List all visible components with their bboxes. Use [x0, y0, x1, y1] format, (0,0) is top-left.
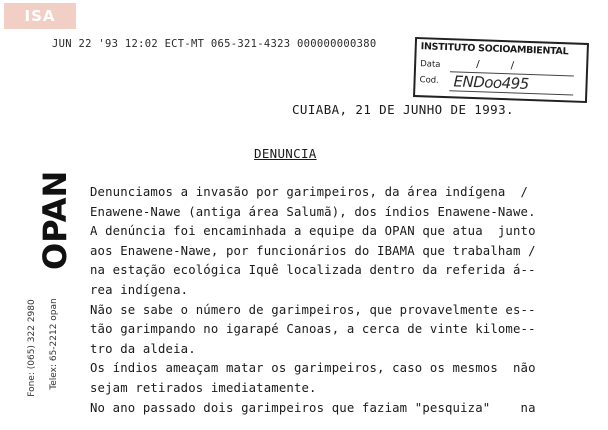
isa-logo: ISA — [4, 3, 76, 29]
body-line: Não se sabe o número de garimpeiros, que provavelmente es-- — [90, 302, 536, 317]
document-title: DENUNCIA — [254, 146, 317, 161]
body-line: Os índios ameaçam matar os garimpeiros, caso os mesmos não — [90, 361, 536, 376]
body-line: tro da aldeia. — [90, 341, 196, 356]
opan-logo: OPAN — [36, 170, 74, 270]
body-line: aos Enawene-Nawe, por funcionários do IBAMA que trabalham / — [90, 243, 536, 258]
body-line: No ano passado dois garimpeiros que faziam "pesquiza" na — [90, 400, 536, 415]
document-date: CUIABA, 21 DE JUNHO DE 1993. — [292, 102, 514, 117]
letterhead-phone: Fone: (065) 322 2980 — [27, 299, 37, 397]
stamp-date-label: Data — [419, 59, 441, 70]
stamp-code-value: ENDoo495 — [453, 72, 530, 93]
body-line: A denúncia foi encaminhada a equipe da OPAN que atua junto — [90, 224, 536, 239]
letterhead-telex: Telex: 65-2212 opan — [49, 298, 59, 390]
fax-transmission-header: JUN 22 '93 12:02 ECT-MT 065-321-4323 000000000380 — [52, 38, 377, 50]
stamp-date-slots: / / — [475, 59, 529, 72]
document-body — [90, 183, 600, 418]
body-line: Denunciamos a invasão por garimpeiros, da área indígena / — [90, 185, 529, 199]
body-line: sejam retirados imediatamente. — [90, 380, 317, 395]
archive-stamp — [413, 37, 589, 103]
stamp-code-label: Cod. — [419, 75, 439, 86]
body-line: Enawene-Nawe (antiga área Salumã), dos índios Enawene-Nawe. — [90, 204, 536, 219]
body-line: na estação ecológica Iquê localizada dentro da referida á-- — [90, 263, 536, 278]
stamp-institution: INSTITUTO SOCIOAMBIENTAL — [420, 41, 569, 58]
body-line: tão garimpando no igarapé Canoas, a cerca de vinte kilome-- — [90, 322, 536, 337]
body-line: rea indígena. — [90, 282, 189, 297]
